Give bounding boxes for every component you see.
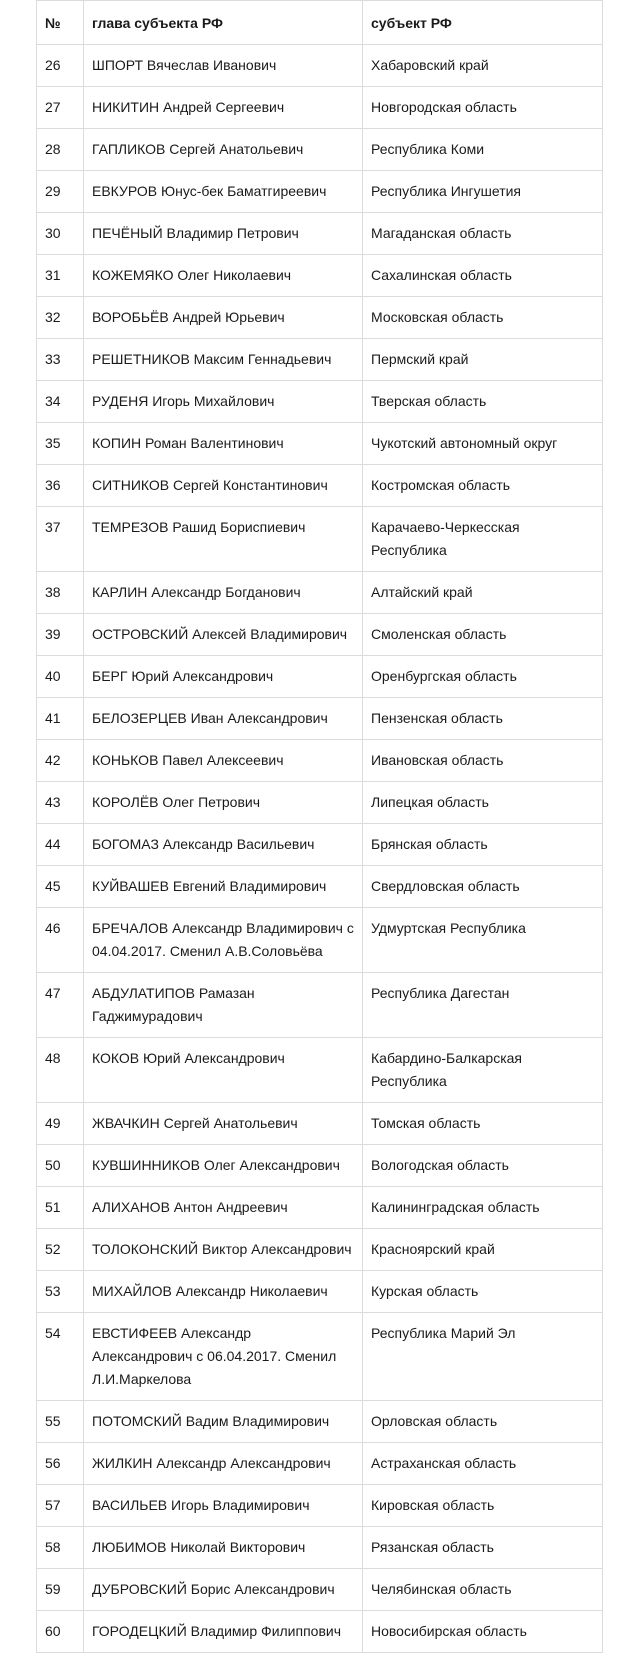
- table-row: [37, 1527, 603, 1569]
- row-number: 35: [37, 423, 84, 465]
- table-row: [37, 1443, 603, 1485]
- table-row: [37, 87, 603, 129]
- row-subject: Кировская область: [363, 1485, 603, 1527]
- table-row: [37, 572, 603, 614]
- row-number: 27: [37, 87, 84, 129]
- row-head-name: ЖИЛКИН Александр Александрович: [84, 1443, 363, 1485]
- row-head-name: ГАПЛИКОВ Сергей Анатольевич: [84, 129, 363, 171]
- table-row: [37, 129, 603, 171]
- row-head-name: ТОЛОКОНСКИЙ Виктор Александрович: [84, 1229, 363, 1271]
- row-number: 51: [37, 1187, 84, 1229]
- row-head-name: ВАСИЛЬЕВ Игорь Владимирович: [84, 1485, 363, 1527]
- row-number: 50: [37, 1145, 84, 1187]
- table-row: [37, 213, 603, 255]
- row-head-name: БЕРГ Юрий Александрович: [84, 656, 363, 698]
- table-row: [37, 45, 603, 87]
- row-head-name: КАРЛИН Александр Богданович: [84, 572, 363, 614]
- row-number: 54: [37, 1313, 84, 1401]
- row-number: 31: [37, 255, 84, 297]
- row-subject: Орловская область: [363, 1401, 603, 1443]
- table-row: [37, 614, 603, 656]
- table-row: [37, 1401, 603, 1443]
- row-subject: Республика Дагестан: [363, 973, 603, 1038]
- row-head-name: НИКИТИН Андрей Сергеевич: [84, 87, 363, 129]
- row-head-name: БРЕЧАЛОВ Александр Владимирович с 04.04.2017. Сменил А.В.Соловьёва: [84, 908, 363, 973]
- table-row: [37, 381, 603, 423]
- row-number: 38: [37, 572, 84, 614]
- header-subject: субъект РФ: [363, 1, 603, 45]
- row-head-name: БЕЛОЗЕРЦЕВ Иван Александрович: [84, 698, 363, 740]
- row-subject: Республика Коми: [363, 129, 603, 171]
- table-row: [37, 740, 603, 782]
- table-row: [37, 1271, 603, 1313]
- row-head-name: ДУБРОВСКИЙ Борис Александрович: [84, 1569, 363, 1611]
- table-row: [37, 656, 603, 698]
- table-row: [37, 908, 603, 973]
- row-subject: Магаданская область: [363, 213, 603, 255]
- table-row: [37, 1038, 603, 1103]
- row-number: 44: [37, 824, 84, 866]
- row-head-name: АЛИХАНОВ Антон Андреевич: [84, 1187, 363, 1229]
- row-subject: Республика Марий Эл: [363, 1313, 603, 1401]
- row-subject: Томская область: [363, 1103, 603, 1145]
- row-head-name: БОГОМАЗ Александр Васильевич: [84, 824, 363, 866]
- table-row: [37, 1569, 603, 1611]
- row-head-name: ОСТРОВСКИЙ Алексей Владимирович: [84, 614, 363, 656]
- row-subject: Новосибирская область: [363, 1611, 603, 1653]
- row-number: 60: [37, 1611, 84, 1653]
- row-head-name: ВОРОБЬЁВ Андрей Юрьевич: [84, 297, 363, 339]
- table-row: [37, 1313, 603, 1401]
- row-subject: Вологодская область: [363, 1145, 603, 1187]
- header-head: глава субъекта РФ: [84, 1, 363, 45]
- row-number: 59: [37, 1569, 84, 1611]
- row-subject: Алтайский край: [363, 572, 603, 614]
- row-subject: Кабардино-Балкарская Республика: [363, 1038, 603, 1103]
- table-row: [37, 297, 603, 339]
- row-subject: Курская область: [363, 1271, 603, 1313]
- table-body: [37, 45, 603, 1653]
- row-subject: Красноярский край: [363, 1229, 603, 1271]
- row-number: 46: [37, 908, 84, 973]
- row-head-name: ЕВСТИФЕЕВ Александр Александрович с 06.04.2017. Сменил Л.И.Маркелова: [84, 1313, 363, 1401]
- row-head-name: ПОТОМСКИЙ Вадим Владимирович: [84, 1401, 363, 1443]
- row-head-name: КУЙВАШЕВ Евгений Владимирович: [84, 866, 363, 908]
- table-row: [37, 339, 603, 381]
- table-row: [37, 1145, 603, 1187]
- row-number: 53: [37, 1271, 84, 1313]
- row-head-name: ПЕЧЁНЫЙ Владимир Петрович: [84, 213, 363, 255]
- row-head-name: АБДУЛАТИПОВ Рамазан Гаджимурадович: [84, 973, 363, 1038]
- row-subject: Новгородская область: [363, 87, 603, 129]
- row-number: 32: [37, 297, 84, 339]
- row-subject: Липецкая область: [363, 782, 603, 824]
- row-head-name: ГОРОДЕЦКИЙ Владимир Филиппович: [84, 1611, 363, 1653]
- table-row: [37, 824, 603, 866]
- table-row: [37, 1611, 603, 1653]
- row-number: 49: [37, 1103, 84, 1145]
- table-row: [37, 507, 603, 572]
- row-subject: Оренбургская область: [363, 656, 603, 698]
- row-number: 57: [37, 1485, 84, 1527]
- table-row: [37, 255, 603, 297]
- row-number: 47: [37, 973, 84, 1038]
- row-head-name: КУВШИННИКОВ Олег Александрович: [84, 1145, 363, 1187]
- row-number: 40: [37, 656, 84, 698]
- table-row: [37, 465, 603, 507]
- row-subject: Костромская область: [363, 465, 603, 507]
- row-number: 26: [37, 45, 84, 87]
- row-subject: Московская область: [363, 297, 603, 339]
- row-head-name: ЛЮБИМОВ Николай Викторович: [84, 1527, 363, 1569]
- row-number: 42: [37, 740, 84, 782]
- row-subject: Пермский край: [363, 339, 603, 381]
- row-number: 56: [37, 1443, 84, 1485]
- row-number: 43: [37, 782, 84, 824]
- row-number: 34: [37, 381, 84, 423]
- table-row: [37, 1485, 603, 1527]
- row-subject: Карачаево-Черкесская Республика: [363, 507, 603, 572]
- table-row: [37, 171, 603, 213]
- row-subject: Хабаровский край: [363, 45, 603, 87]
- table-row: [37, 973, 603, 1038]
- row-head-name: КОЖЕМЯКО Олег Николаевич: [84, 255, 363, 297]
- row-number: 33: [37, 339, 84, 381]
- row-head-name: КОНЬКОВ Павел Алексеевич: [84, 740, 363, 782]
- row-head-name: РУДЕНЯ Игорь Михайлович: [84, 381, 363, 423]
- row-head-name: ТЕМРЕЗОВ Рашид Бориспиевич: [84, 507, 363, 572]
- row-number: 55: [37, 1401, 84, 1443]
- table-row: [37, 782, 603, 824]
- governors-table: [36, 0, 603, 1653]
- row-head-name: КОКОВ Юрий Александрович: [84, 1038, 363, 1103]
- row-number: 58: [37, 1527, 84, 1569]
- table-row: [37, 1187, 603, 1229]
- table-row: [37, 423, 603, 465]
- header-number: №: [37, 1, 84, 45]
- table-row: [37, 1229, 603, 1271]
- row-subject: Свердловская область: [363, 866, 603, 908]
- table-header: [37, 1, 603, 45]
- row-number: 41: [37, 698, 84, 740]
- header-row: [37, 1, 603, 45]
- row-subject: Удмуртская Республика: [363, 908, 603, 973]
- row-subject: Сахалинская область: [363, 255, 603, 297]
- row-number: 45: [37, 866, 84, 908]
- row-subject: Челябинская область: [363, 1569, 603, 1611]
- row-subject: Калининградская область: [363, 1187, 603, 1229]
- row-number: 48: [37, 1038, 84, 1103]
- row-subject: Смоленская область: [363, 614, 603, 656]
- row-subject: Рязанская область: [363, 1527, 603, 1569]
- row-subject: Тверская область: [363, 381, 603, 423]
- row-number: 36: [37, 465, 84, 507]
- row-head-name: РЕШЕТНИКОВ Максим Геннадьевич: [84, 339, 363, 381]
- row-number: 30: [37, 213, 84, 255]
- row-head-name: КОПИН Роман Валентинович: [84, 423, 363, 465]
- table-row: [37, 866, 603, 908]
- row-subject: Брянская область: [363, 824, 603, 866]
- governors-table-container: [36, 0, 602, 1653]
- table-row: [37, 698, 603, 740]
- row-subject: Ивановская область: [363, 740, 603, 782]
- row-number: 37: [37, 507, 84, 572]
- row-number: 52: [37, 1229, 84, 1271]
- row-number: 39: [37, 614, 84, 656]
- table-row: [37, 1103, 603, 1145]
- row-subject: Республика Ингушетия: [363, 171, 603, 213]
- row-number: 28: [37, 129, 84, 171]
- row-head-name: МИХАЙЛОВ Александр Николаевич: [84, 1271, 363, 1313]
- row-head-name: ЕВКУРОВ Юнус-бек Баматгиреевич: [84, 171, 363, 213]
- row-head-name: СИТНИКОВ Сергей Константинович: [84, 465, 363, 507]
- row-head-name: КОРОЛЁВ Олег Петрович: [84, 782, 363, 824]
- row-head-name: ЖВАЧКИН Сергей Анатольевич: [84, 1103, 363, 1145]
- row-head-name: ШПОРТ Вячеслав Иванович: [84, 45, 363, 87]
- row-subject: Астраханская область: [363, 1443, 603, 1485]
- row-subject: Чукотский автономный округ: [363, 423, 603, 465]
- row-number: 29: [37, 171, 84, 213]
- row-subject: Пензенская область: [363, 698, 603, 740]
